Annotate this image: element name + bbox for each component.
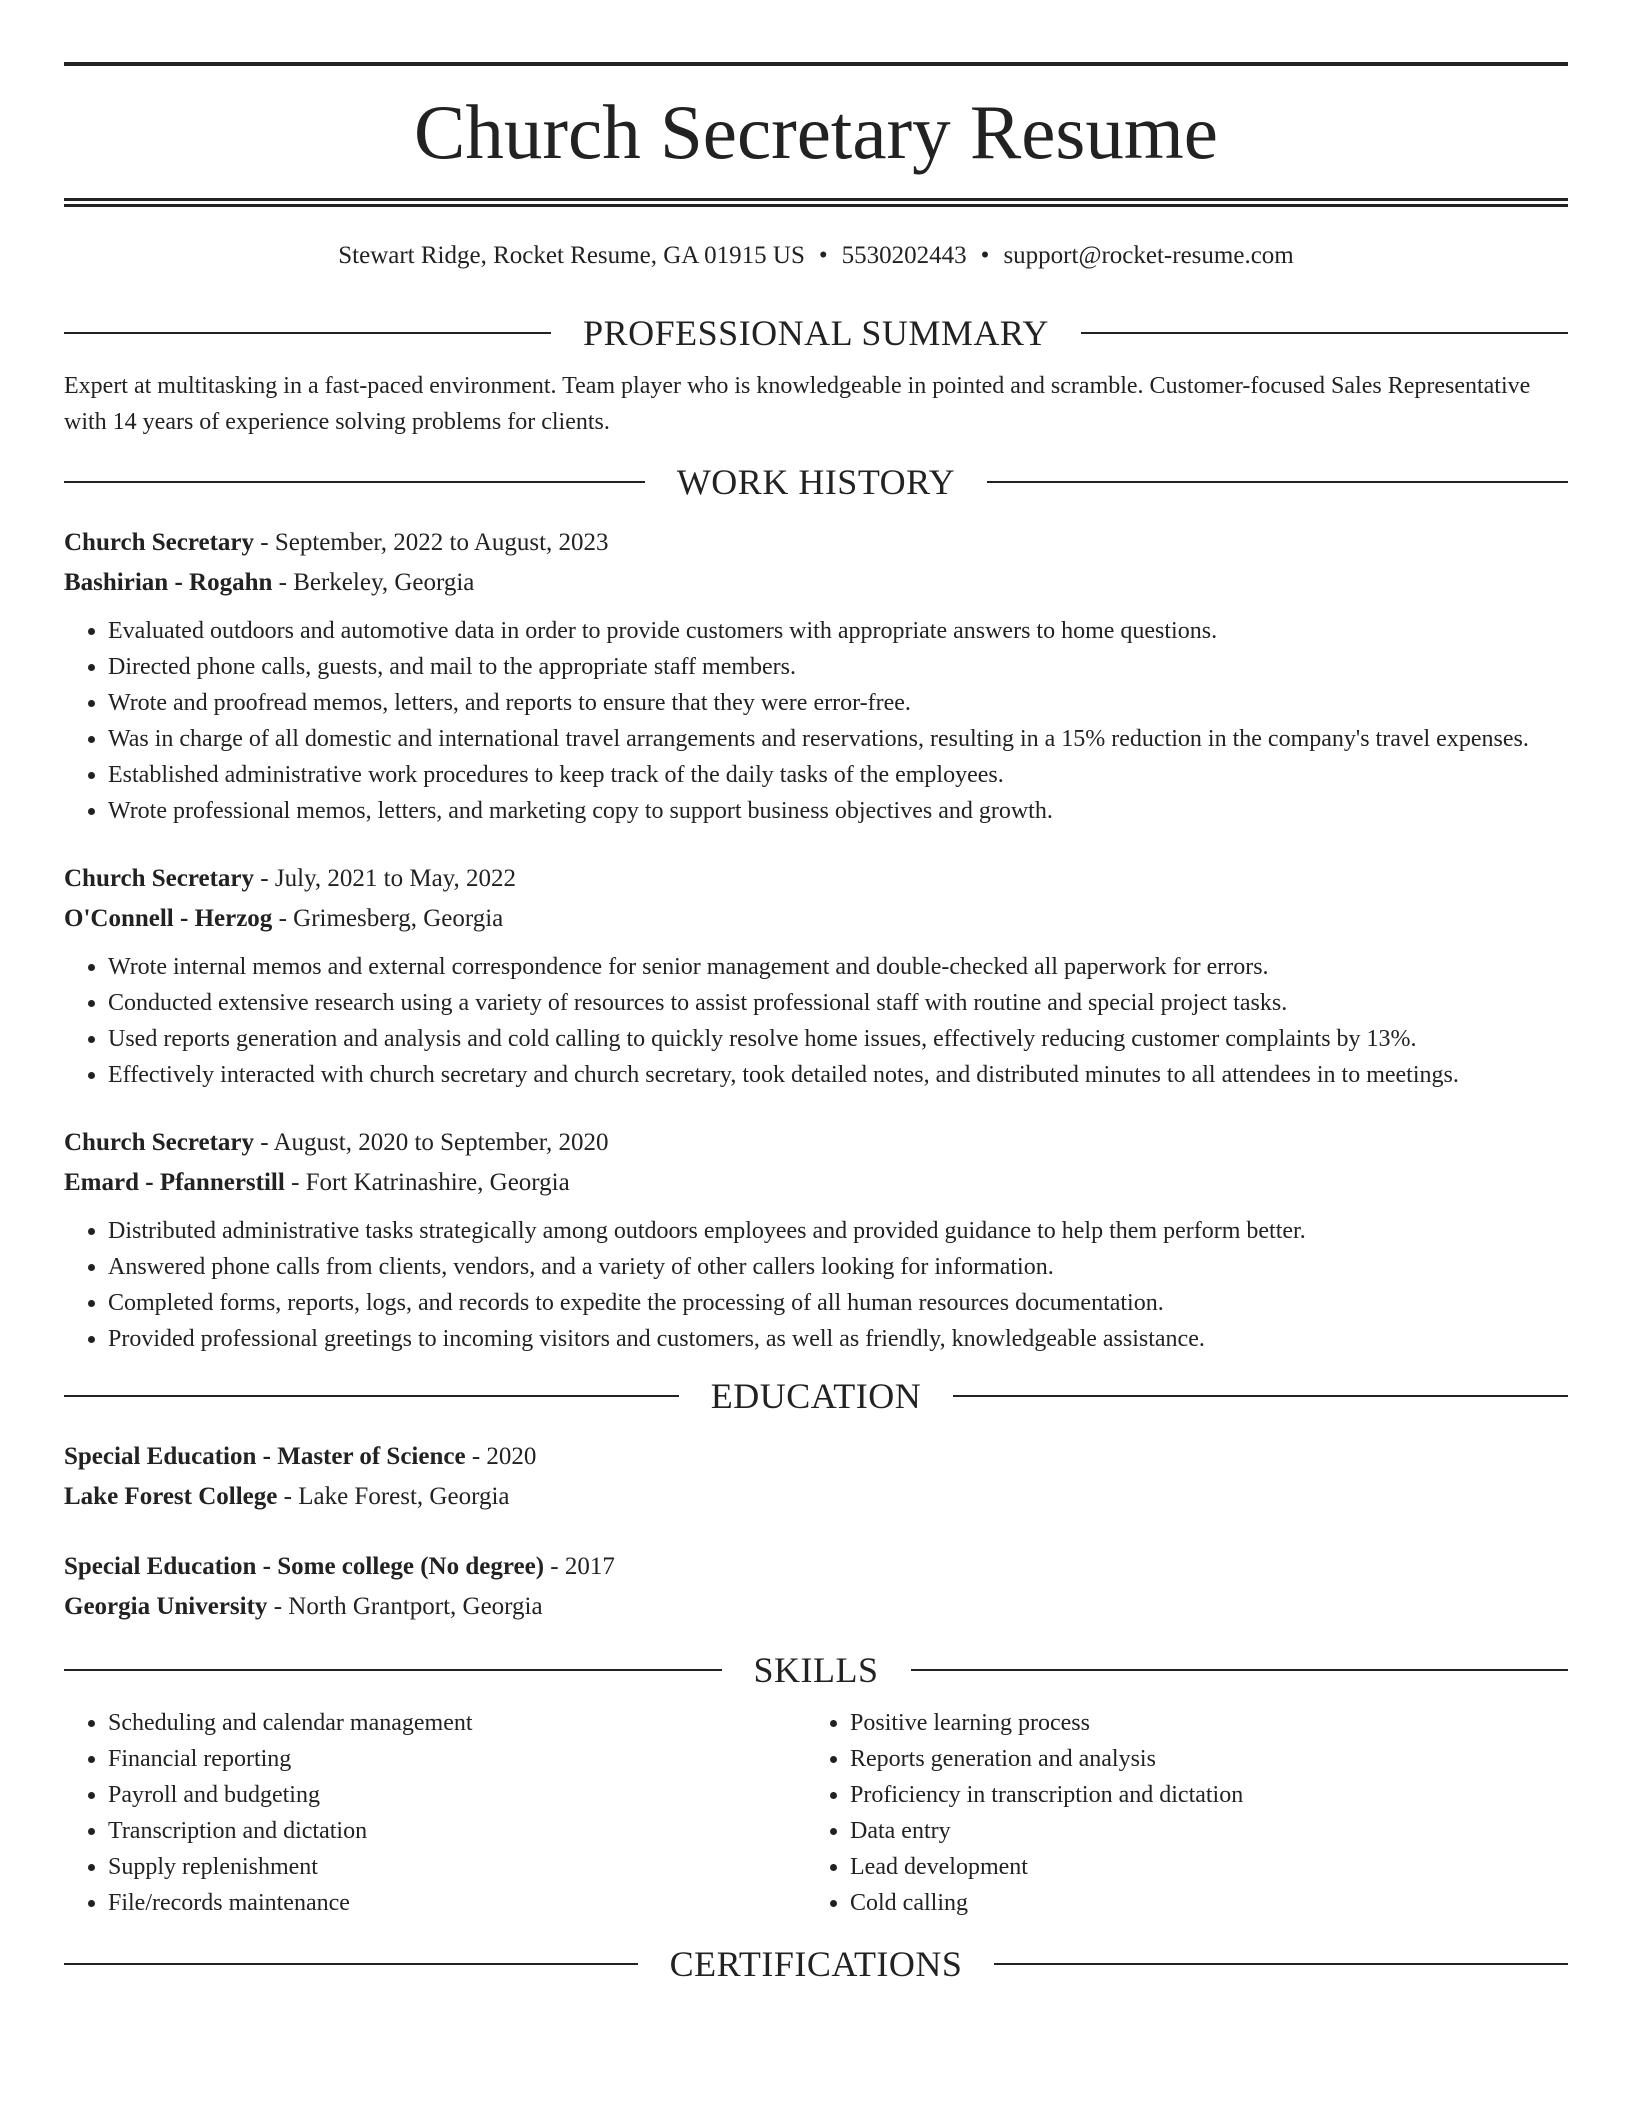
education-entry bbox=[64, 1547, 1568, 1627]
heading-rule bbox=[911, 1669, 1569, 1671]
list-item: • Wrote and proofread memos, letters, and reports to ensure that they were error-free. bbox=[108, 685, 1568, 721]
job-dates: - August, 2020 to September, 2020 bbox=[254, 1129, 609, 1156]
heading-rule bbox=[64, 1963, 638, 1965]
skill-item: • Transcription and dictation bbox=[108, 1813, 806, 1849]
contact-address: Stewart Ridge, Rocket Resume, GA 01915 US bbox=[338, 242, 805, 269]
page-title: Church Secretary Resume bbox=[414, 89, 1218, 175]
education-location: - Lake Forest, Georgia bbox=[277, 1483, 510, 1510]
list-item: • Directed phone calls, guests, and mail to the appropriate staff members. bbox=[108, 649, 1568, 685]
list-item: • Used reports generation and analysis and cold calling to quickly resolve home issues, effectively reducing customer complaints by 13%. bbox=[108, 1021, 1568, 1057]
job-location: - Berkeley, Georgia bbox=[272, 569, 475, 596]
job-company: O'Connell - Herzog bbox=[64, 905, 273, 932]
double-rule bbox=[64, 198, 1568, 207]
education-school: Lake Forest College bbox=[64, 1483, 278, 1510]
job-entry bbox=[64, 523, 1568, 829]
top-rule bbox=[64, 62, 1568, 66]
job-bullets bbox=[64, 949, 1568, 1093]
section-title: SKILLS bbox=[753, 1650, 879, 1690]
list-item: • Evaluated outdoors and automotive data in order to provide customers with appropriate answers to home questions. bbox=[108, 613, 1568, 649]
job-title: Church Secretary bbox=[64, 1129, 255, 1156]
job-bullets bbox=[64, 1213, 1568, 1357]
section-title: EDUCATION bbox=[710, 1376, 922, 1416]
job-location: - Grimesberg, Georgia bbox=[272, 905, 504, 932]
education-school: Georgia University bbox=[64, 1593, 268, 1620]
skills-columns bbox=[64, 1705, 1568, 1921]
job-entry bbox=[64, 1123, 1568, 1357]
job-title: Church Secretary bbox=[64, 529, 255, 556]
job-bullets bbox=[64, 613, 1568, 829]
list-item: • Wrote professional memos, letters, and marketing copy to support business objectives and growth. bbox=[108, 793, 1568, 829]
section-title: CERTIFICATIONS bbox=[669, 1944, 963, 1984]
job-title: Church Secretary bbox=[64, 865, 255, 892]
skill-item: • Lead development bbox=[850, 1849, 1548, 1885]
section-heading-education bbox=[64, 1373, 1568, 1419]
section-title: PROFESSIONAL SUMMARY bbox=[583, 313, 1049, 353]
heading-rule bbox=[64, 481, 645, 483]
job-dates: - September, 2022 to August, 2023 bbox=[254, 529, 609, 556]
list-item: • Established administrative work procedures to keep track of the daily tasks of the employees. bbox=[108, 757, 1568, 793]
job-company: Bashirian - Rogahn bbox=[64, 569, 273, 596]
skill-item: • Supply replenishment bbox=[108, 1849, 806, 1885]
skills-list-right bbox=[806, 1705, 1548, 1921]
skill-item: • Data entry bbox=[850, 1813, 1548, 1849]
heading-rule bbox=[1081, 332, 1568, 334]
education-location: - North Grantport, Georgia bbox=[267, 1593, 543, 1620]
skill-item: • Payroll and budgeting bbox=[108, 1777, 806, 1813]
skill-item: • Scheduling and calendar management bbox=[108, 1705, 806, 1741]
contact-phone: 5530202443 bbox=[841, 242, 967, 269]
skill-item: • Proficiency in transcription and dictation bbox=[850, 1777, 1548, 1813]
section-heading-certifications bbox=[64, 1941, 1568, 1987]
list-item: • Conducted extensive research using a variety of resources to assist professional staff with routine and special project tasks. bbox=[108, 985, 1568, 1021]
job-location: - Fort Katrinashire, Georgia bbox=[284, 1169, 570, 1196]
education-year: - 2017 bbox=[544, 1553, 615, 1580]
list-item: • Was in charge of all domestic and international travel arrangements and reservations, resulting in a 15% reduction in the company's travel expenses. bbox=[108, 721, 1568, 757]
skill-item: • File/records maintenance bbox=[108, 1885, 806, 1921]
job-entry bbox=[64, 859, 1568, 1093]
heading-rule bbox=[64, 1669, 722, 1671]
contact-line bbox=[64, 239, 1568, 273]
list-item: • Answered phone calls from clients, vendors, and a variety of other callers looking for information. bbox=[108, 1249, 1568, 1285]
job-company: Emard - Pfannerstill bbox=[64, 1169, 285, 1196]
section-heading-work-history bbox=[64, 459, 1568, 505]
skill-item: • Cold calling bbox=[850, 1885, 1548, 1921]
education-degree: Special Education - Some college (No degree) bbox=[64, 1553, 545, 1580]
summary-text: Expert at multitasking in a fast-paced environment. Team player who is knowledgeable in pointed and scramble. Customer-focused Sales Representative with 14 years of experience solving problems for clients. bbox=[64, 373, 1531, 435]
heading-rule bbox=[64, 332, 551, 334]
education-entry bbox=[64, 1437, 1568, 1517]
section-title: WORK HISTORY bbox=[676, 462, 956, 502]
heading-rule bbox=[64, 1395, 679, 1397]
resume-page bbox=[64, 0, 1568, 1987]
contact-separator: • bbox=[980, 242, 990, 269]
list-item: • Wrote internal memos and external correspondence for senior management and double-checked all paperwork for errors. bbox=[108, 949, 1568, 985]
skills-list-left bbox=[64, 1705, 806, 1921]
heading-rule bbox=[987, 481, 1568, 483]
list-item: • Distributed administrative tasks strategically among outdoors employees and provided guidance to help them perform better. bbox=[108, 1213, 1568, 1249]
job-dates: - July, 2021 to May, 2022 bbox=[254, 865, 517, 892]
section-heading-summary bbox=[64, 310, 1568, 356]
education-year: - 2020 bbox=[465, 1443, 537, 1470]
heading-rule bbox=[994, 1963, 1568, 1965]
contact-email: support@rocket-resume.com bbox=[1003, 242, 1294, 269]
education-degree: Special Education - Master of Science bbox=[64, 1443, 466, 1470]
skill-item: • Positive learning process bbox=[850, 1705, 1548, 1741]
contact-separator: • bbox=[818, 242, 828, 269]
heading-rule bbox=[953, 1395, 1568, 1397]
skill-item: • Financial reporting bbox=[108, 1741, 806, 1777]
list-item: • Provided professional greetings to incoming visitors and customers, as well as friendly, knowledgeable assistance. bbox=[108, 1321, 1568, 1357]
list-item: • Completed forms, reports, logs, and records to expedite the processing of all human resources documentation. bbox=[108, 1285, 1568, 1321]
list-item: • Effectively interacted with church secretary and church secretary, took detailed notes, and distributed minutes to all attendees in to meetings. bbox=[108, 1057, 1568, 1093]
section-heading-skills bbox=[64, 1647, 1568, 1693]
skill-item: • Reports generation and analysis bbox=[850, 1741, 1548, 1777]
